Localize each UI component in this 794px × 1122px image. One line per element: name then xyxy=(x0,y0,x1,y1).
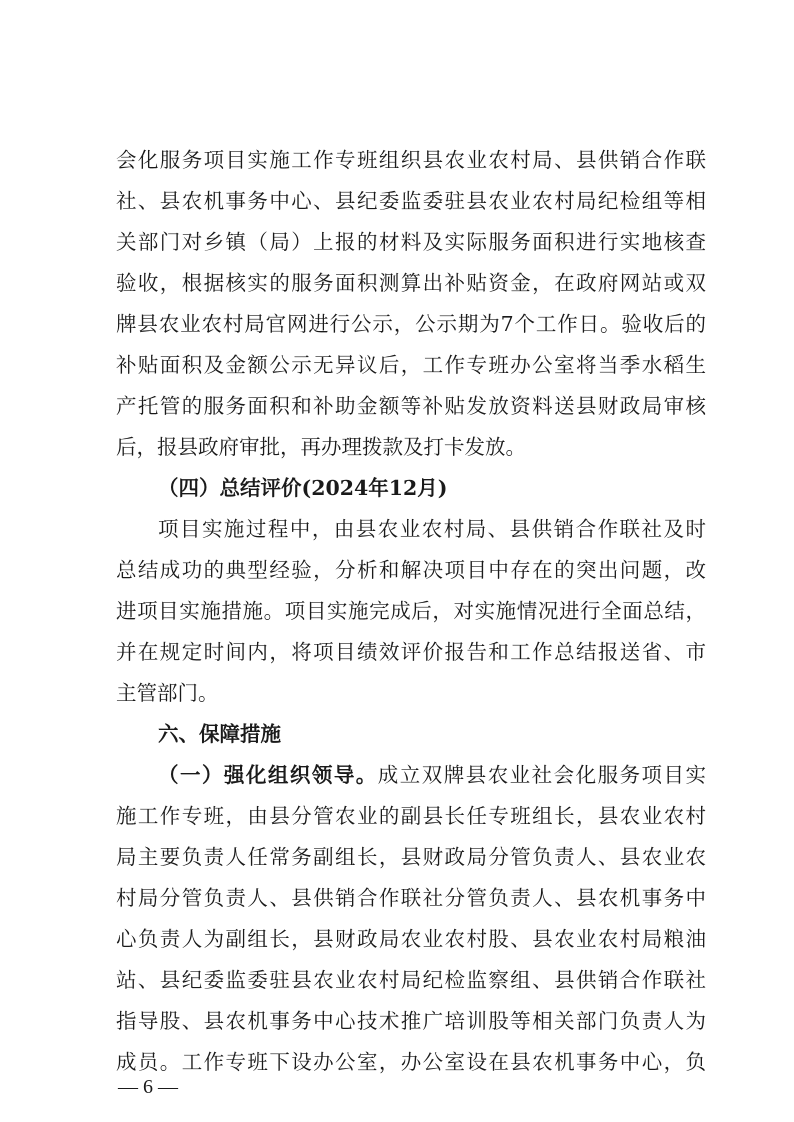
paragraph-line: 项目实施过程中，由县农业农村局、县供销合作联社及时 xyxy=(158,517,706,541)
paragraph-line: 指导股、县农机事务中心技术推广培训股等相关部门负责人为 xyxy=(116,1009,706,1033)
paragraph-line: 会化服务项目实施工作专班组织县农业农村局、县供销合作联 xyxy=(116,148,706,172)
paragraph-line: 补贴面积及金额公示无异议后，工作专班办公室将当季水稻生 xyxy=(116,353,706,377)
paragraph-line: 验收，根据核实的服务面积测算出补贴资金，在政府网站或双 xyxy=(116,271,706,295)
paragraph-line: 总结成功的典型经验，分析和解决项目中存在的突出问题，改 xyxy=(116,558,706,582)
paragraph-line: 村局分管负责人、县供销合作联社分管负责人、县农机事务中 xyxy=(116,886,706,910)
paragraph-line: 站、县纪委监委驻县农业农村局纪检监察组、县供销合作联社 xyxy=(116,968,706,992)
paragraph-line: 局主要负责人任常务副组长，县财政局分管负责人、县农业农 xyxy=(116,845,706,869)
subsection-title: （一）强化组织领导。 xyxy=(158,763,378,787)
paragraph-line: 心负责人为副组长，县财政局农业农村股、县农业农村局粮油 xyxy=(116,927,706,951)
paragraph-text: 成立双牌县农业社会化服务项目实 xyxy=(377,763,707,787)
section-heading: （四）总结评价(2024年12月) xyxy=(158,476,448,500)
paragraph-line: 牌县农业农村局官网进行公示，公示期为7个工作日。验收后的 xyxy=(116,312,706,336)
paragraph-line: 并在规定时间内，将项目绩效评价报告和工作总结报送省、市 xyxy=(116,640,706,664)
paragraph-line: 施工作专班，由县分管农业的副县长任专班组长，县农业农村 xyxy=(116,804,706,828)
paragraph-line: 关部门对乡镇（局）上报的材料及实际服务面积进行实地核查 xyxy=(116,230,706,254)
paragraph-line: 成员。工作专班下设办公室，办公室设在县农机事务中心，负 xyxy=(116,1050,706,1074)
paragraph-line: 产托管的服务面积和补助金额等补贴发放资料送县财政局审核 xyxy=(116,394,706,418)
paragraph-line: 社、县农机事务中心、县纪委监委驻县农业农村局纪检组等相 xyxy=(116,189,706,213)
paragraph-line: 主管部门。 xyxy=(116,681,219,705)
paragraph-line: 进项目实施措施。项目实施完成后，对实施情况进行全面总结， xyxy=(116,599,706,623)
section-heading: 六、保障措施 xyxy=(158,722,281,746)
paragraph-line xyxy=(158,757,706,793)
page-number: — 6 — xyxy=(118,1076,178,1098)
paragraph-line: 后，报县政府审批，再办理拨款及打卡发放。 xyxy=(116,435,526,459)
